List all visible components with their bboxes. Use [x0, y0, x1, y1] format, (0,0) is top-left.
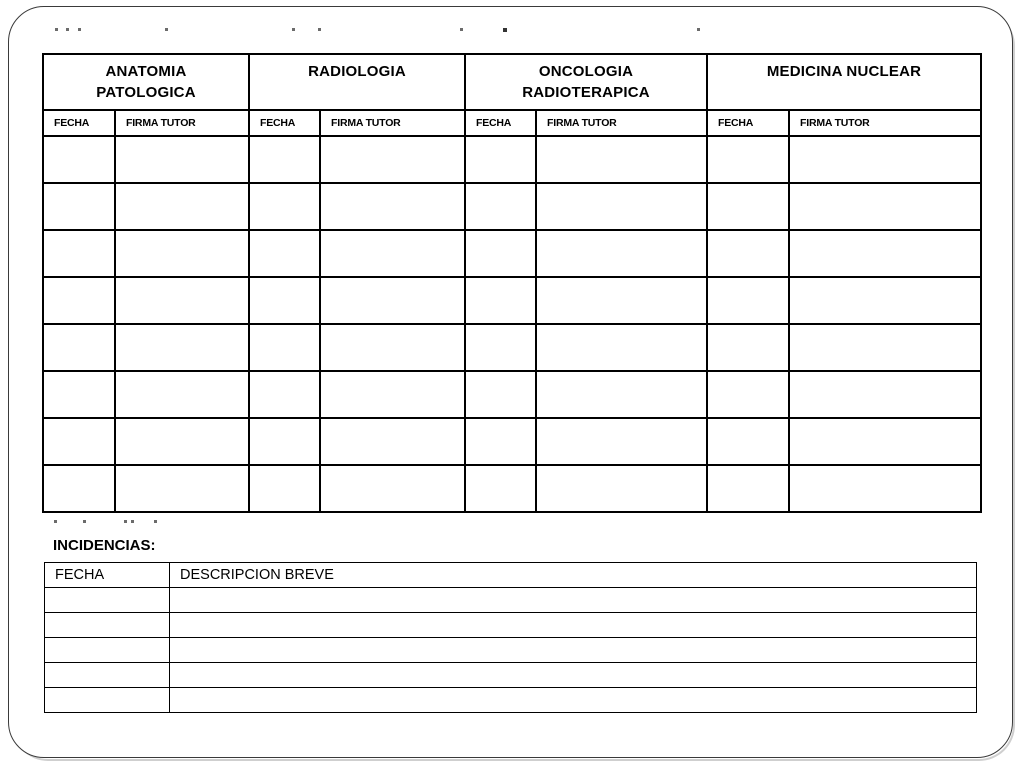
incidencias-header-row: [45, 563, 977, 588]
specialty-radiologia: RADIOLOGIA: [249, 54, 465, 110]
fecha-cell[interactable]: [465, 465, 536, 512]
table-row: [45, 588, 977, 613]
fecha-cell[interactable]: [43, 371, 115, 418]
col-fecha: FECHA: [43, 110, 115, 136]
fecha-cell[interactable]: [45, 663, 170, 688]
firma-tutor-cell[interactable]: [789, 136, 981, 183]
descripcion-cell[interactable]: [170, 688, 977, 713]
fecha-cell[interactable]: [465, 277, 536, 324]
col-descripcion-breve: DESCRIPCION BREVE: [170, 563, 977, 588]
fecha-cell[interactable]: [707, 371, 789, 418]
fecha-cell[interactable]: [43, 465, 115, 512]
table-row: [45, 663, 977, 688]
firma-tutor-cell[interactable]: [320, 230, 465, 277]
fecha-cell[interactable]: [707, 324, 789, 371]
firma-tutor-cell[interactable]: [536, 324, 707, 371]
firma-tutor-cell[interactable]: [115, 465, 249, 512]
col-fecha: FECHA: [707, 110, 789, 136]
descripcion-cell[interactable]: [170, 638, 977, 663]
fecha-cell[interactable]: [707, 136, 789, 183]
col-fecha: FECHA: [45, 563, 170, 588]
firma-tutor-cell[interactable]: [115, 418, 249, 465]
fecha-cell[interactable]: [43, 324, 115, 371]
table-row: [43, 324, 981, 371]
firma-tutor-cell[interactable]: [115, 371, 249, 418]
firma-tutor-cell[interactable]: [320, 183, 465, 230]
rotations-body: [43, 136, 981, 512]
table-row: [45, 688, 977, 713]
table-row: [43, 418, 981, 465]
fecha-cell[interactable]: [249, 136, 320, 183]
fecha-cell[interactable]: [249, 277, 320, 324]
fecha-cell[interactable]: [465, 230, 536, 277]
descripcion-cell[interactable]: [170, 588, 977, 613]
fecha-cell[interactable]: [465, 371, 536, 418]
fecha-cell[interactable]: [249, 371, 320, 418]
firma-tutor-cell[interactable]: [320, 324, 465, 371]
fecha-cell[interactable]: [249, 183, 320, 230]
fecha-cell[interactable]: [249, 465, 320, 512]
col-firma-tutor: FIRMA TUTOR: [789, 110, 981, 136]
firma-tutor-cell[interactable]: [789, 324, 981, 371]
table-row: [43, 136, 981, 183]
col-fecha: FECHA: [249, 110, 320, 136]
col-fecha: FECHA: [465, 110, 536, 136]
firma-tutor-cell[interactable]: [789, 418, 981, 465]
firma-tutor-cell[interactable]: [115, 136, 249, 183]
fecha-cell[interactable]: [43, 418, 115, 465]
fecha-cell[interactable]: [45, 688, 170, 713]
firma-tutor-cell[interactable]: [789, 371, 981, 418]
scan-marks-bottom: [0, 520, 1024, 523]
firma-tutor-cell[interactable]: [320, 418, 465, 465]
firma-tutor-cell[interactable]: [320, 136, 465, 183]
firma-tutor-cell[interactable]: [115, 277, 249, 324]
fecha-cell[interactable]: [45, 613, 170, 638]
firma-tutor-cell[interactable]: [536, 465, 707, 512]
table-row: [45, 638, 977, 663]
fecha-cell[interactable]: [465, 324, 536, 371]
col-firma-tutor: FIRMA TUTOR: [115, 110, 249, 136]
firma-tutor-cell[interactable]: [789, 465, 981, 512]
firma-tutor-cell[interactable]: [789, 183, 981, 230]
fecha-cell[interactable]: [43, 183, 115, 230]
table-row: [43, 230, 981, 277]
specialty-anatomia-patologica: ANATOMIA PATOLOGICA: [43, 54, 249, 110]
table-row: [43, 183, 981, 230]
fecha-cell[interactable]: [707, 418, 789, 465]
firma-tutor-cell[interactable]: [536, 183, 707, 230]
fecha-cell[interactable]: [45, 588, 170, 613]
fecha-cell[interactable]: [707, 230, 789, 277]
fecha-cell[interactable]: [43, 277, 115, 324]
fecha-cell[interactable]: [43, 230, 115, 277]
firma-tutor-cell[interactable]: [115, 230, 249, 277]
firma-tutor-cell[interactable]: [115, 324, 249, 371]
col-firma-tutor: FIRMA TUTOR: [320, 110, 465, 136]
fecha-cell[interactable]: [707, 465, 789, 512]
scan-marks-top: [0, 28, 1024, 31]
fecha-cell[interactable]: [45, 638, 170, 663]
firma-tutor-cell[interactable]: [536, 418, 707, 465]
firma-tutor-cell[interactable]: [536, 230, 707, 277]
firma-tutor-cell[interactable]: [536, 277, 707, 324]
table-row: [43, 277, 981, 324]
fecha-cell[interactable]: [465, 136, 536, 183]
fecha-cell[interactable]: [465, 183, 536, 230]
firma-tutor-cell[interactable]: [536, 136, 707, 183]
fecha-cell[interactable]: [707, 277, 789, 324]
specialty-header-row: [43, 54, 981, 110]
fecha-cell[interactable]: [43, 136, 115, 183]
specialty-medicina-nuclear: MEDICINA NUCLEAR: [707, 54, 981, 110]
fecha-cell[interactable]: [249, 418, 320, 465]
fecha-cell[interactable]: [249, 324, 320, 371]
firma-tutor-cell[interactable]: [320, 371, 465, 418]
descripcion-cell[interactable]: [170, 613, 977, 638]
descripcion-cell[interactable]: [170, 663, 977, 688]
table-row: [43, 371, 981, 418]
rotations-table: [42, 53, 982, 513]
firma-tutor-cell[interactable]: [789, 230, 981, 277]
fecha-cell[interactable]: [249, 230, 320, 277]
incidencias-body: [45, 588, 977, 713]
col-firma-tutor: FIRMA TUTOR: [536, 110, 707, 136]
firma-tutor-cell[interactable]: [536, 371, 707, 418]
table-row: [43, 465, 981, 512]
incidencias-table: [44, 562, 977, 713]
table-row: [45, 613, 977, 638]
sub-header-row: [43, 110, 981, 136]
incidencias-title: INCIDENCIAS:: [53, 537, 156, 554]
specialty-oncologia-radioterapica: ONCOLOGIA RADIOTERAPICA: [465, 54, 707, 110]
firma-tutor-cell[interactable]: [320, 465, 465, 512]
fecha-cell[interactable]: [707, 183, 789, 230]
firma-tutor-cell[interactable]: [789, 277, 981, 324]
firma-tutor-cell[interactable]: [320, 277, 465, 324]
fecha-cell[interactable]: [465, 418, 536, 465]
firma-tutor-cell[interactable]: [115, 183, 249, 230]
